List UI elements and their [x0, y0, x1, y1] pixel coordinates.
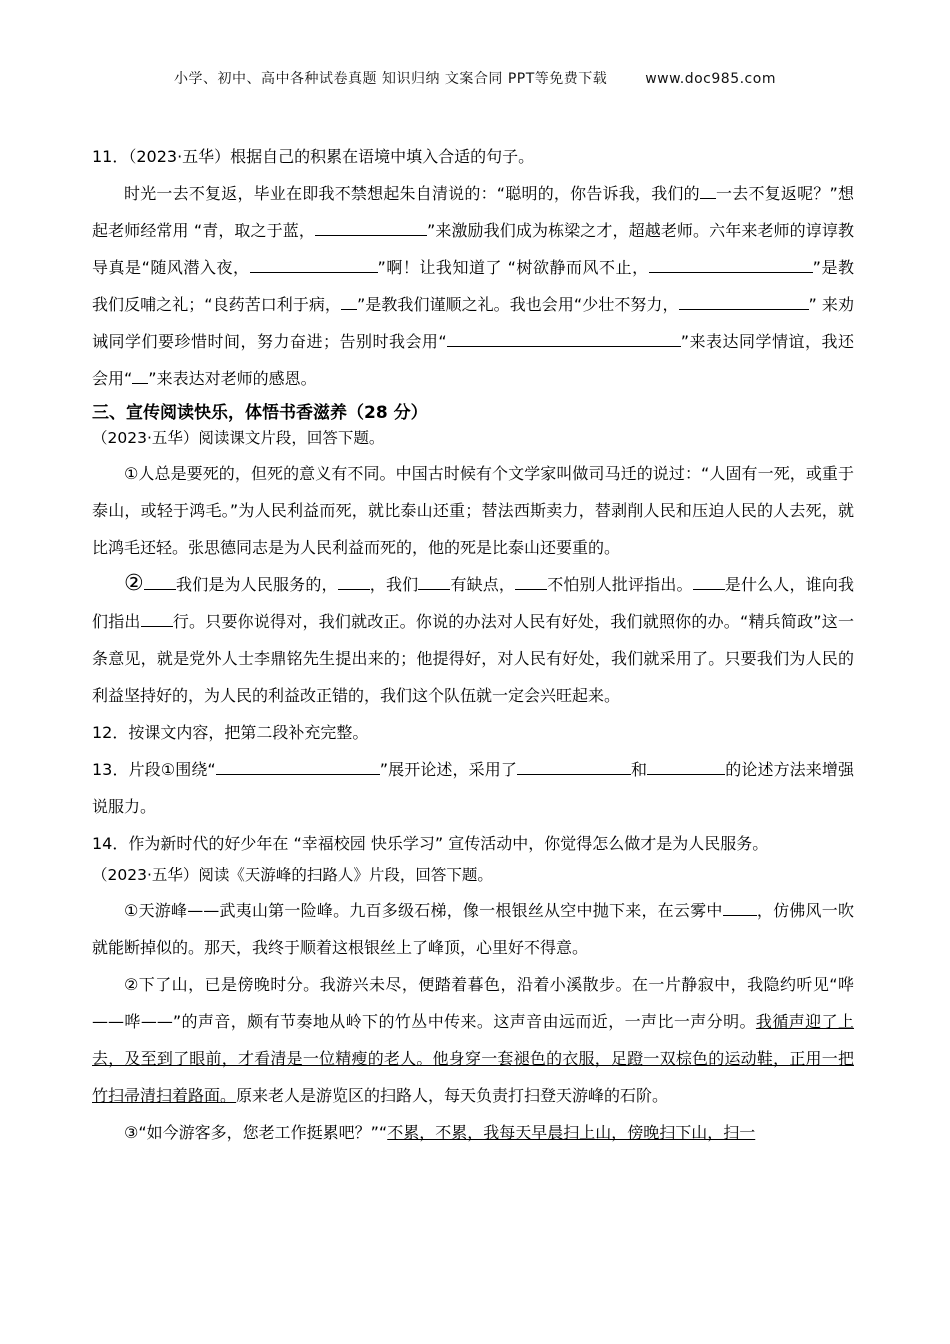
header-text: 小学、初中、高中各种试卷真题 知识归纳 文案合同 PPT等免费下载 [174, 71, 608, 87]
blank[interactable] [216, 760, 380, 775]
underlined-sentence: 我循声迎了上去，及至到了眼前，才看清是一位精瘦的老人。他身穿一套褪色的衣服，足蹬一双棕色的运动鞋，正用一把竹扫帚清扫着路面。 [92, 1012, 854, 1105]
source-note-2: （2023·五华）阅读《天游峰的扫路人》片段，回答下题。 [92, 866, 493, 884]
blank[interactable] [693, 575, 725, 590]
document-body [92, 138, 854, 1151]
underlined-sentence-2: 不累，不累，我每天早晨扫上山，傍晚扫下山，扫一 [387, 1123, 756, 1142]
blank[interactable] [341, 295, 357, 310]
blank[interactable] [723, 901, 757, 916]
source-note: （2023·五华）阅读课文片段，回答下题。 [92, 429, 385, 447]
blank[interactable] [649, 258, 813, 273]
blank[interactable] [700, 184, 716, 199]
passage-para-1: ①人总是要死的，但死的意义有不同。中国古时候有个文学家叫做司马迁的说过：“人固有一死，或重于泰山，或轻于鸿毛。”为人民利益而死，就比泰山还重；替法西斯卖力，替剥削人民和压迫人民的人去死，就比鸿毛还轻。张思德同志是为人民利益而死的，他的死是比泰山还要重的。 [92, 464, 854, 557]
passage-para-2: ② 我们是为人民服务的， ，我们 有缺点， 不怕别人批评指出。 是什么人，谁向我们指出 行。只要你说得对，我们就改正。你说的办法对人民有好处，我们就照你的办。“精兵简政”这一条意见，就是党外人士李鼎铭先生提出来的；他提得好，对人民有好处，我们就采用了。只要我们为人民的利益坚持好的，为人民的利益改正错的，我们这个队伍就一定会兴旺起来。 [92, 571, 854, 705]
reading-para-3: ③“如今游客多，您老工作挺累吧？”“不累，不累，我每天早晨扫上山，傍晚扫下山，扫一 [124, 1123, 756, 1142]
blank[interactable] [418, 575, 450, 590]
section-title: 三、宣传阅读快乐，体悟书香滋养（28 分） [92, 403, 428, 423]
blank[interactable] [338, 575, 370, 590]
reading-para-1: ①天游峰——武夷山第一险峰。九百多级石梯，像一根银丝从空中抛下来，在云雾中 ，仿佛风一吹就能断掉似的。那天，我终于顺着这根银丝上了峰顶，心里好不得意。 [92, 901, 854, 957]
reading-para-2: ②下了山，已是傍晚时分。我游兴未尽，便踏着暮色，沿着小溪散步。在一片静寂中，我隐约听见“哗——哗——”的声音，颇有节奏地从岭下的竹丛中传来。这声音由远而近，一声比一声分明。我循声迎了上去，及至到了眼前，才看清是一位精瘦的老人。他身穿一套褪色的衣服，足蹬一双棕色的运动鞋，正用一把竹扫帚清扫着路面。原来老人是游览区的扫路人，每天负责打扫登天游峰的石阶。 [92, 975, 854, 1105]
blank[interactable] [517, 760, 631, 775]
q14: 14．作为新时代的好少年在 “幸福校园 快乐学习” 宣传活动中，你觉得怎么做才是为人民服务。 [92, 834, 769, 853]
q11-stem: 11．（2023·五华）根据自己的积累在语境中填入合适的句子。 [92, 147, 535, 166]
page-header [0, 68, 950, 88]
blank[interactable] [250, 258, 378, 273]
blank[interactable] [144, 575, 176, 590]
blank[interactable] [315, 221, 427, 236]
blank[interactable] [447, 332, 681, 347]
blank[interactable] [141, 612, 173, 627]
blank[interactable] [515, 575, 547, 590]
q11-passage: 时光一去不复返，毕业在即我不禁想起朱自清说的：“聪明的，你告诉我，我们的 一去不复返呢？”想起老师经常用 “青，取之于蓝， ”来激励我们成为栋梁之才，超越老师。六年来老师的谆谆教导真是“随风潜入夜， ”啊！让我知道了 “树欲静而风不止， ”是教我们反哺之礼；“良药苦口利于病， ”是教我们谨顺之礼。我也会用“少壮不努力， ” 来劝诫同学们要珍惜时间，努力奋进；告别时我会用“ ”来表达同学情谊，我还会用“ ”来表达对老师的感恩。 [92, 184, 854, 388]
header-site: www.doc985.com [645, 71, 776, 87]
q13: 13．片段①围绕“ ”展开论述，采用了 和 的论述方法来增强说服力。 [92, 760, 854, 816]
blank[interactable] [679, 295, 809, 310]
blank[interactable] [132, 369, 148, 384]
q12: 12．按课文内容，把第二段补充完整。 [92, 723, 369, 742]
blank[interactable] [647, 760, 725, 775]
